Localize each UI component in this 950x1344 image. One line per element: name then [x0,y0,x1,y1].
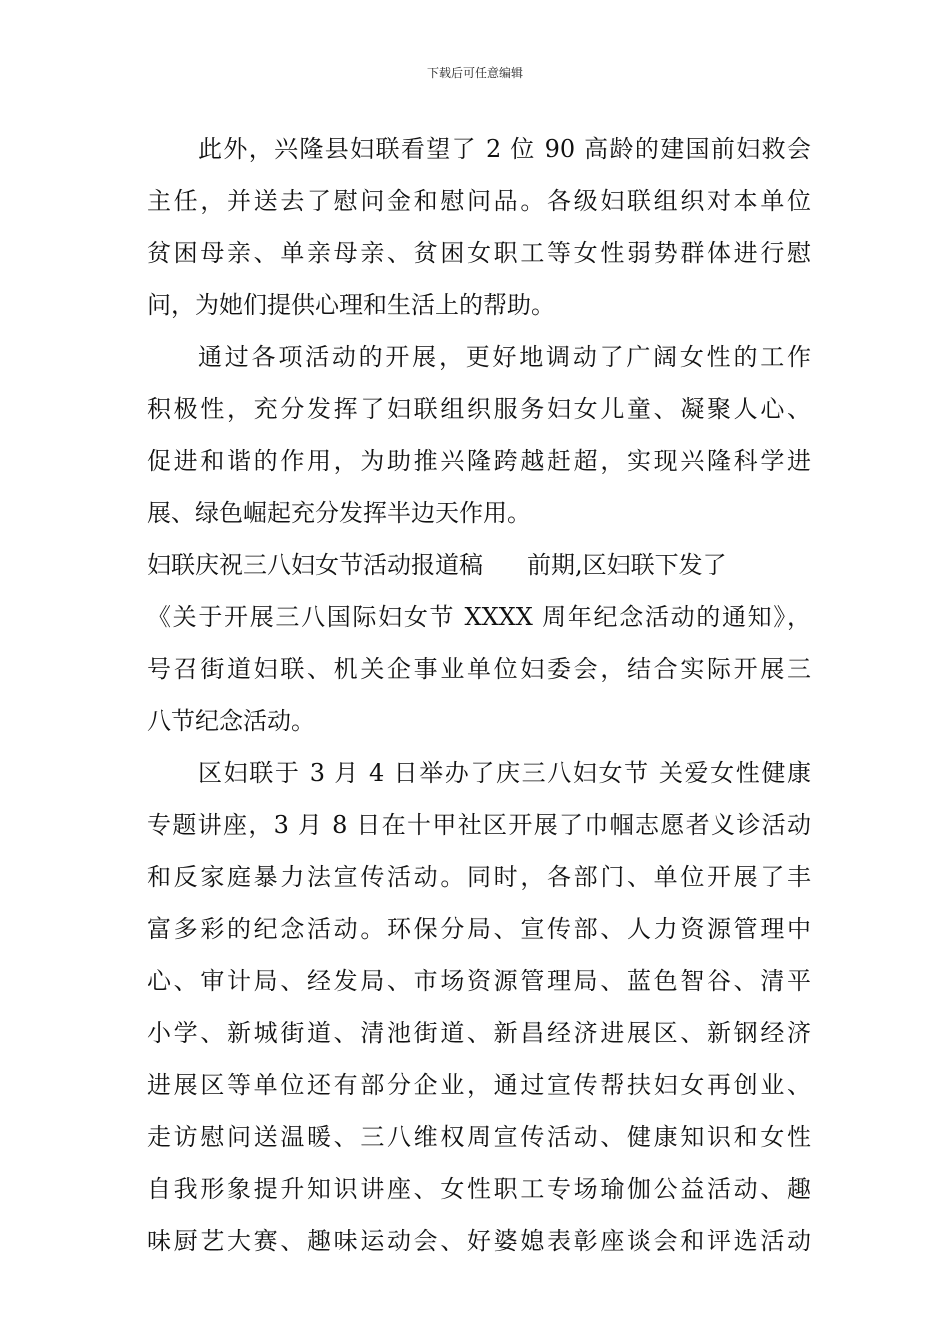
text-line: 专题讲座，3 月 8 日在十甲社区开展了巾帼志愿者义诊活动 [147,811,811,839]
document-body [147,129,811,1273]
report-intro: 前期,区妇联下发了 [527,551,727,579]
text-line: 号召街道妇联、机关企事业单位妇委会，结合实际开展三 [147,655,811,683]
text-line: 问，为她们提供心理和生活上的帮助。 [147,291,555,319]
text-line: 走访慰问送温暖、三八维权周宣传活动、健康知识和女性 [147,1123,811,1151]
report-section [147,545,811,753]
text-line: 贫困母亲、单亲母亲、贫困女职工等女性弱势群体进行慰 [147,239,811,267]
text-line: 富多彩的纪念活动。环保分局、宣传部、人力资源管理中 [147,915,811,943]
text-line: 积极性，充分发挥了妇联组织服务妇女儿童、凝聚人心、 [147,395,811,423]
text-line: 展、绿色崛起充分发挥半边天作用。 [147,499,531,527]
text-line: 主任，并送去了慰问金和慰问品。各级妇联组织对本单位 [147,187,811,215]
paragraph-2 [147,337,811,545]
report-title-line [147,545,811,597]
text-line: 小学、新城街道、清池街道、新昌经济进展区、新钢经济 [147,1019,811,1047]
text-line: 心、审计局、经发局、市场资源管理局、蓝色智谷、清平 [147,967,811,995]
text-line: 《关于开展三八国际妇女节 XXXX 周年纪念活动的通知》， [147,603,811,631]
paragraph-3 [147,753,811,1273]
text-line: 进展区等单位还有部分企业，通过宣传帮扶妇女再创业、 [147,1071,811,1099]
text-line: 促进和谐的作用，为助推兴隆跨越赶超，实现兴隆科学进 [147,447,811,475]
text-line: 此外，兴隆县妇联看望了 2 位 90 高龄的建国前妇救会 [198,135,811,163]
text-line: 通过各项活动的开展，更好地调动了广阔女性的工作 [198,343,811,371]
page-header: 下载后可任意编辑 [426,66,523,80]
text-line: 区妇联于 3 月 4 日举办了庆三八妇女节 关爱女性健康 [198,759,811,787]
text-line: 自我形象提升知识讲座、女性职工专场瑜伽公益活动、趣 [147,1175,811,1203]
report-title: 妇联庆祝三八妇女节活动报道稿 [147,551,483,579]
text-line: 味厨艺大赛、趣味运动会、好婆媳表彰座谈会和评选活动 [147,1227,811,1255]
paragraph-1 [147,129,811,337]
text-line: 和反家庭暴力法宣传活动。同时，各部门、单位开展了丰 [147,863,811,891]
text-line: 八节纪念活动。 [147,707,315,735]
